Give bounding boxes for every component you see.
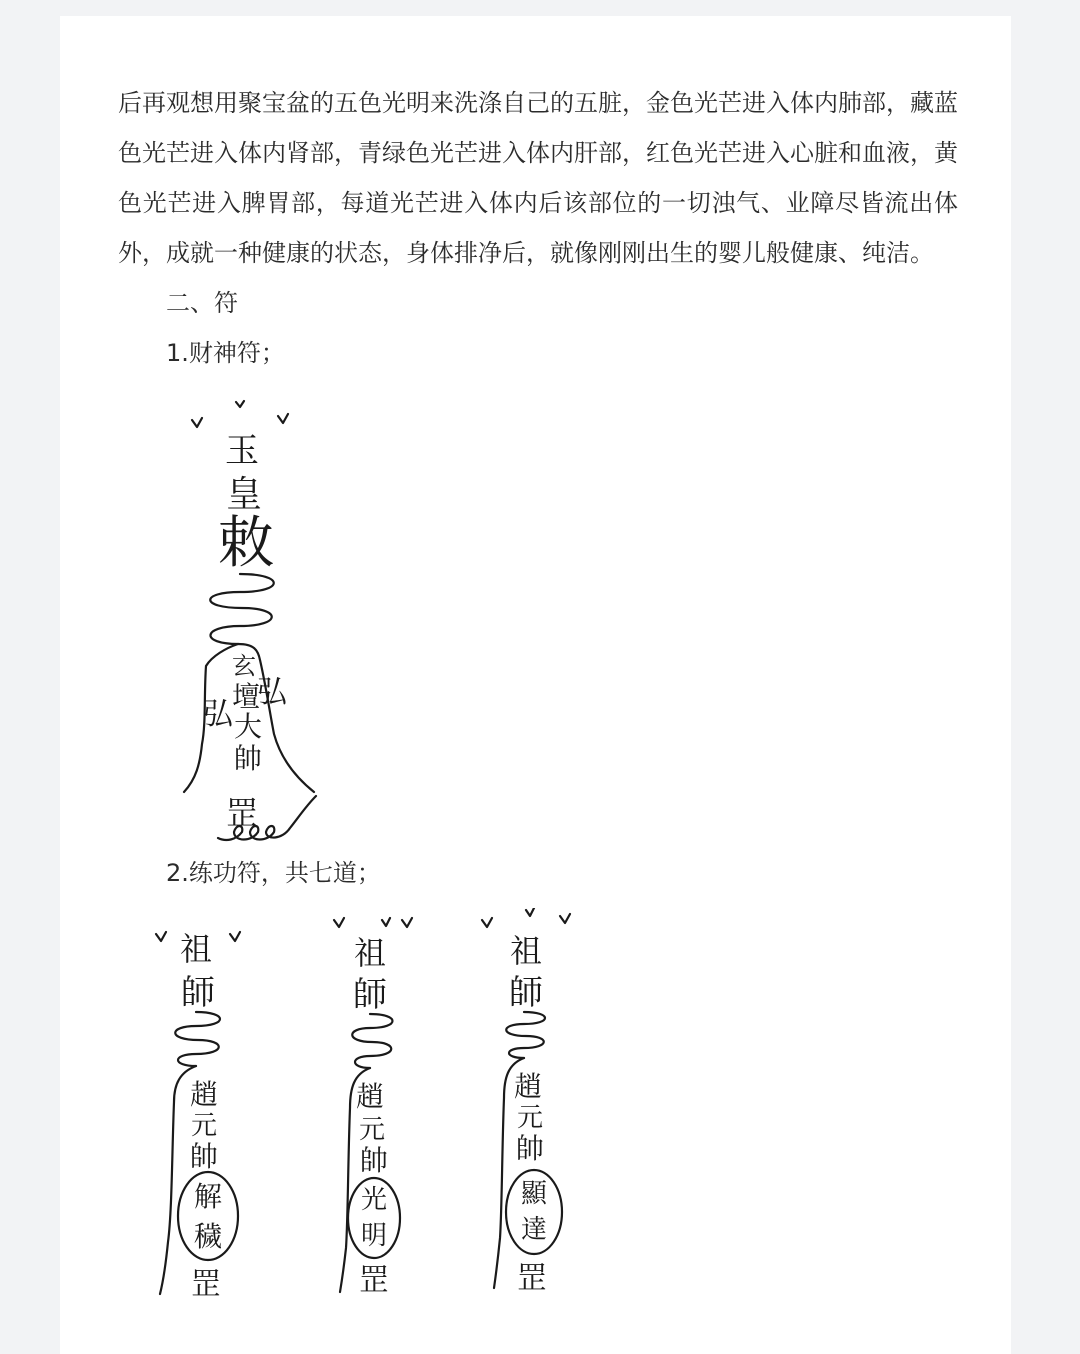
talisman-title-char-1: 祖 [179, 930, 213, 968]
talisman-side-char-left: 弘 [203, 697, 233, 732]
talisman-title-char-1: 祖 [509, 932, 543, 970]
talisman-title-char-2: 師 [509, 973, 543, 1013]
tick-mark-right [560, 914, 570, 923]
talisman-body-char-2: 元 [190, 1111, 218, 1141]
liangong-talisman-2 [330, 912, 440, 1302]
talisman-body-char-3: 帥 [359, 1144, 389, 1177]
talisman-body-char-3: 帥 [189, 1140, 219, 1173]
talisman-center-char-2: 壇 [231, 680, 261, 713]
tick-mark-top [382, 918, 390, 926]
tick-mark-right [230, 932, 240, 941]
talisman-body-char-1: 趙 [513, 1070, 543, 1103]
item-heading-caishen: 1.财神符； [166, 339, 285, 367]
talisman-center-char-1: 玄 [232, 652, 256, 680]
tick-mark-right [278, 414, 288, 423]
talisman-body-char-2: 元 [516, 1103, 544, 1133]
talisman-seal-char: 罡 [225, 794, 259, 832]
talisman-seal-char: 罡 [191, 1267, 221, 1302]
talisman-title-char-1: 玉 [225, 431, 259, 471]
talisman-spiral [175, 1012, 220, 1066]
tick-mark-top [236, 401, 244, 407]
section-heading: 二、符 [166, 289, 238, 317]
talisman-spiral [210, 574, 274, 644]
tick-mark-top [526, 908, 534, 916]
talisman-circled-char-2: 明 [360, 1221, 388, 1251]
talisman-body-char-2: 元 [358, 1115, 386, 1145]
talisman-side-char-right: 弘 [257, 675, 287, 710]
talisman-seal-char: 罡 [517, 1261, 547, 1296]
talisman-center-char-3: 大 [233, 710, 263, 743]
document-page [60, 16, 1011, 1354]
talisman-circled-char-2: 穢 [193, 1220, 223, 1253]
talisman-circled-char-1: 光 [360, 1185, 388, 1215]
talisman-title-char-2: 師 [181, 973, 215, 1013]
talisman-title-char-1: 祖 [353, 934, 387, 972]
tick-mark-right [402, 918, 412, 927]
item-heading-liangong: 2.练功符，共七道； [166, 859, 381, 887]
talisman-center-char-4: 帥 [233, 742, 263, 775]
tick-mark-left [334, 918, 344, 927]
talisman-body-char-3: 帥 [515, 1132, 545, 1165]
talisman-circled-char-1: 解 [193, 1180, 223, 1213]
caishen-talisman-figure [170, 394, 320, 854]
talisman-title-char-2: 師 [353, 975, 387, 1015]
tick-mark-left [482, 918, 492, 927]
talisman-title-char-3: 敕 [218, 511, 274, 576]
tick-mark-left [156, 932, 166, 941]
talisman-spiral [506, 1012, 545, 1058]
talisman-seal-char: 罡 [359, 1263, 389, 1298]
talisman-circled-char-2: 達 [520, 1215, 548, 1245]
liangong-talisman-1 [150, 912, 260, 1302]
talisman-title-char-2: 皇 [225, 474, 263, 515]
talisman-spiral [352, 1014, 392, 1068]
talisman-body-char-1: 趙 [355, 1080, 385, 1113]
liangong-talisman-3 [480, 908, 590, 1298]
tick-mark-left [192, 418, 202, 427]
body-paragraph: 后再观想用聚宝盆的五色光明来洗涤自己的五脏，金色光芒进入体内肺部，藏蓝色光芒进入体内肾部，青绿色光芒进入体内肝部，红色光芒进入心脏和血液，黄色光芒进入脾胃部，每道光芒进入体内后该部位的一切浊气、业障尽皆流出体外，成就一种健康的状态，身体排净后，就像刚刚出生的婴儿般健康、纯洁。 [118, 89, 958, 267]
talisman-circled-char-1: 顯 [520, 1179, 548, 1209]
talisman-body-char-1: 趙 [189, 1078, 219, 1111]
